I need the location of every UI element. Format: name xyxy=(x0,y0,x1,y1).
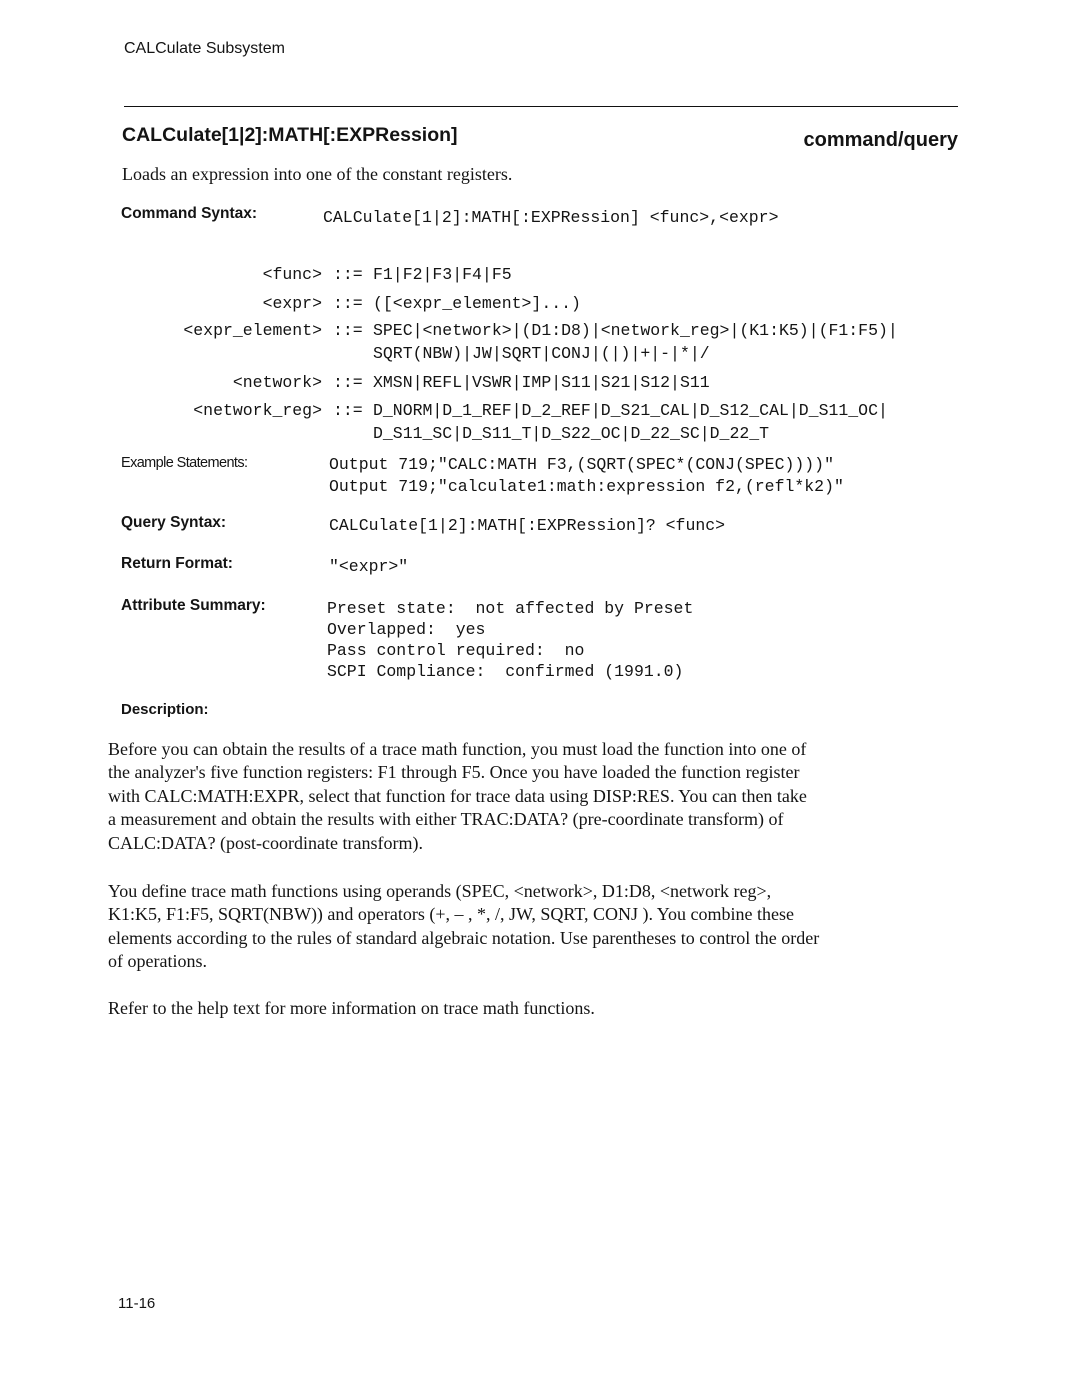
paragraph-line: Refer to the help text for more information on trace math functions. xyxy=(108,998,595,1018)
paragraph-line: You define trace math functions using operands (SPEC, <network>, D1:D8, <network reg>, xyxy=(108,881,772,901)
grammar-rhs: SQRT(NBW)|JW|SQRT|CONJ|(|)|+|-|*|/ xyxy=(373,344,710,363)
grammar-lhs: <expr> xyxy=(262,294,322,313)
grammar-op: ::= xyxy=(333,321,363,340)
command-type: command/query xyxy=(803,129,958,151)
return-format-label: Return Format: xyxy=(121,555,233,572)
attribute-line: Preset state: not affected by Preset xyxy=(327,599,694,618)
example-line: Output 719;"CALC:MATH F3,(SQRT(SPEC*(CONJ(SPEC))))" xyxy=(329,455,834,474)
grammar-lhs: <network> xyxy=(232,373,322,392)
paragraph-line: of operations. xyxy=(108,951,207,972)
grammar-rhs: ([<expr_element>]...) xyxy=(373,294,581,313)
grammar-op: ::= xyxy=(333,401,363,420)
description-paragraph xyxy=(108,997,948,1020)
example-line: Output 719;"calculate1:math:expression f2,(refl*k2)" xyxy=(329,477,844,496)
attribute-line: Pass control required: no xyxy=(327,641,585,660)
paragraph-line: CALC:DATA? (post-coordinate transform). xyxy=(108,832,423,853)
query-syntax-text: CALCulate[1|2]:MATH[:EXPRession]? <func> xyxy=(329,516,726,535)
paragraph-line: a measurement and obtain the results with either TRAC:DATA? (pre-coordinate transform) of xyxy=(108,809,784,830)
grammar-op: ::= xyxy=(333,294,363,313)
attribute-summary-label: Attribute Summary: xyxy=(121,597,266,614)
page-number: 11-16 xyxy=(118,1295,156,1312)
attribute-line: Overlapped: yes xyxy=(327,620,486,639)
grammar-rhs: SPEC|<network>|(D1:D8)|<network_reg>|(K1:K5)|(F1:F5)| xyxy=(373,321,898,340)
grammar-rhs: D_NORM|D_1_REF|D_2_REF|D_S21_CAL|D_S12_CAL|D_S11_OC| xyxy=(373,401,888,420)
command-title: CALCulate[1|2]:MATH[:EXPRession] xyxy=(122,124,458,146)
grammar-rhs: F1|F2|F3|F4|F5 xyxy=(373,265,512,284)
grammar-op: ::= xyxy=(333,265,363,284)
description-paragraph xyxy=(108,738,948,855)
grammar-rhs: XMSN|REFL|VSWR|IMP|S11|S21|S12|S11 xyxy=(373,373,710,392)
command-summary: Loads an expression into one of the constant registers. xyxy=(122,164,513,184)
command-syntax-label: Command Syntax: xyxy=(121,205,258,222)
description-label: Description: xyxy=(121,701,209,718)
grammar-lhs: <expr_element> xyxy=(183,321,322,340)
return-format-text: "<expr>" xyxy=(329,557,409,576)
query-syntax-label: Query Syntax: xyxy=(121,514,227,531)
header-rule xyxy=(124,106,958,107)
paragraph-line: the analyzer's five function registers: F1 through F5. Once you have loaded the function register xyxy=(108,762,800,783)
description-paragraph xyxy=(108,880,948,974)
example-statements-label: Example Statements: xyxy=(121,455,248,471)
grammar-lhs: <network_reg> xyxy=(193,401,322,420)
grammar-op: ::= xyxy=(333,373,363,392)
running-header: CALCulate Subsystem xyxy=(124,40,285,57)
grammar-lhs: <func> xyxy=(262,265,322,284)
paragraph-line: with CALC:MATH:EXPR, select that function for trace data using DISP:RES. You can then take xyxy=(108,785,807,806)
paragraph-line: Before you can obtain the results of a trace math function, you must load the function into one of xyxy=(108,739,807,759)
paragraph-line: elements according to the rules of standard algebraic notation. Use parentheses to control the order xyxy=(108,927,820,948)
command-syntax-text: CALCulate[1|2]:MATH[:EXPRession] <func>,<expr> xyxy=(323,208,779,227)
paragraph-line: K1:K5, F1:F5, SQRT(NBW)) and operators (+, – , *, /, JW, SQRT, CONJ ). You combine these xyxy=(108,904,794,925)
attribute-line: SCPI Compliance: confirmed (1991.0) xyxy=(327,662,684,681)
grammar-rhs: D_S11_SC|D_S11_T|D_S22_OC|D_22_SC|D_22_T xyxy=(373,424,770,443)
